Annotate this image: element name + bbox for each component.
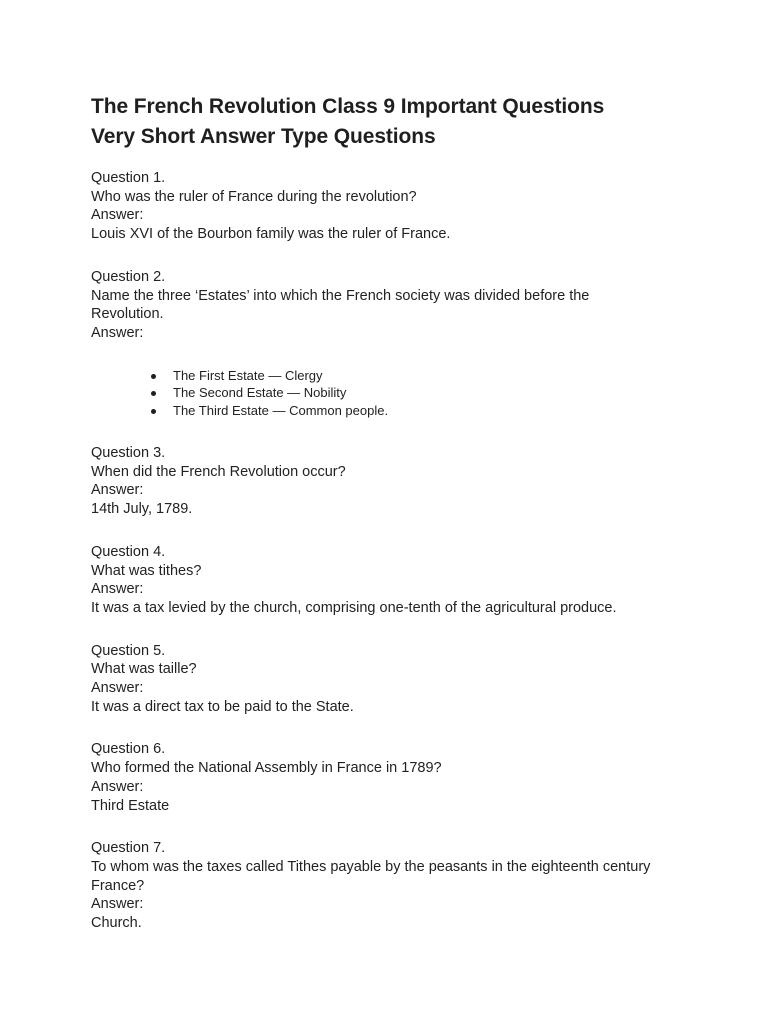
document-page — [91, 92, 701, 933]
answer-text: It was a direct tax to be paid to the State. — [91, 698, 354, 715]
question-text: To whom was the taxes called Tithes payable by the peasants in the eighteenth century — [91, 858, 651, 875]
answer-text: Church. — [91, 915, 142, 932]
answer-text: Louis XVI of the Bourbon family was the ruler of France. — [91, 226, 451, 243]
answer-bullet-item — [173, 367, 701, 385]
answer-bullet-text: The First Estate — Clergy — [173, 367, 323, 383]
bullet-icon — [151, 374, 156, 379]
answer-text: It was a tax levied by the church, comprising one-tenth of the agricultural produce. — [91, 599, 617, 616]
answer-label: Answer: — [91, 680, 144, 697]
answer-bullet-list — [91, 367, 701, 420]
answer-label: Answer: — [91, 896, 144, 913]
page-subtitle: Very Short Answer Type Questions — [91, 125, 436, 148]
question-list — [91, 169, 701, 933]
question-block-5 — [91, 642, 701, 717]
answer-label: Answer: — [91, 207, 144, 224]
answer-label: Answer: — [91, 482, 144, 499]
answer-bullet-text: The Second Estate — Nobility — [173, 385, 347, 401]
question-text: What was tithes? — [91, 562, 202, 579]
answer-bullet-text: The Third Estate — Common people. — [173, 403, 389, 419]
answer-bullet-item — [173, 402, 701, 420]
answer-label: Answer: — [91, 581, 144, 598]
question-block-3 — [91, 444, 701, 519]
question-block-2 — [91, 268, 701, 420]
page-title — [91, 92, 701, 152]
question-label: Question 3. — [91, 445, 166, 462]
question-label: Question 5. — [91, 642, 166, 659]
question-label: Question 7. — [91, 840, 166, 857]
question-label: Question 2. — [91, 268, 166, 285]
answer-bullet-item — [173, 384, 701, 402]
question-text: Name the three ‘Estates’ into which the French society was divided before the — [91, 287, 590, 304]
question-label: Question 6. — [91, 741, 166, 758]
question-block-7 — [91, 839, 701, 933]
bullet-icon — [151, 409, 156, 414]
question-text: Who formed the National Assembly in France in 1789? — [91, 760, 442, 777]
question-text: When did the French Revolution occur? — [91, 463, 346, 480]
answer-text: 14th July, 1789. — [91, 501, 193, 518]
question-text: What was taille? — [91, 661, 197, 678]
question-text: Who was the ruler of France during the revolution? — [91, 188, 417, 205]
question-text-continued: France? — [91, 877, 145, 894]
question-text-continued: Revolution. — [91, 306, 164, 323]
bullet-icon — [151, 391, 156, 396]
question-label: Question 1. — [91, 170, 166, 186]
page-title-line-1: The French Revolution Class 9 Important Questions — [91, 95, 605, 118]
answer-label: Answer: — [91, 778, 144, 795]
question-block-4 — [91, 543, 701, 618]
question-block-1 — [91, 169, 701, 244]
question-label: Question 4. — [91, 543, 166, 560]
question-block-6 — [91, 740, 701, 815]
answer-text: Third Estate — [91, 797, 170, 814]
answer-label: Answer: — [91, 324, 144, 341]
